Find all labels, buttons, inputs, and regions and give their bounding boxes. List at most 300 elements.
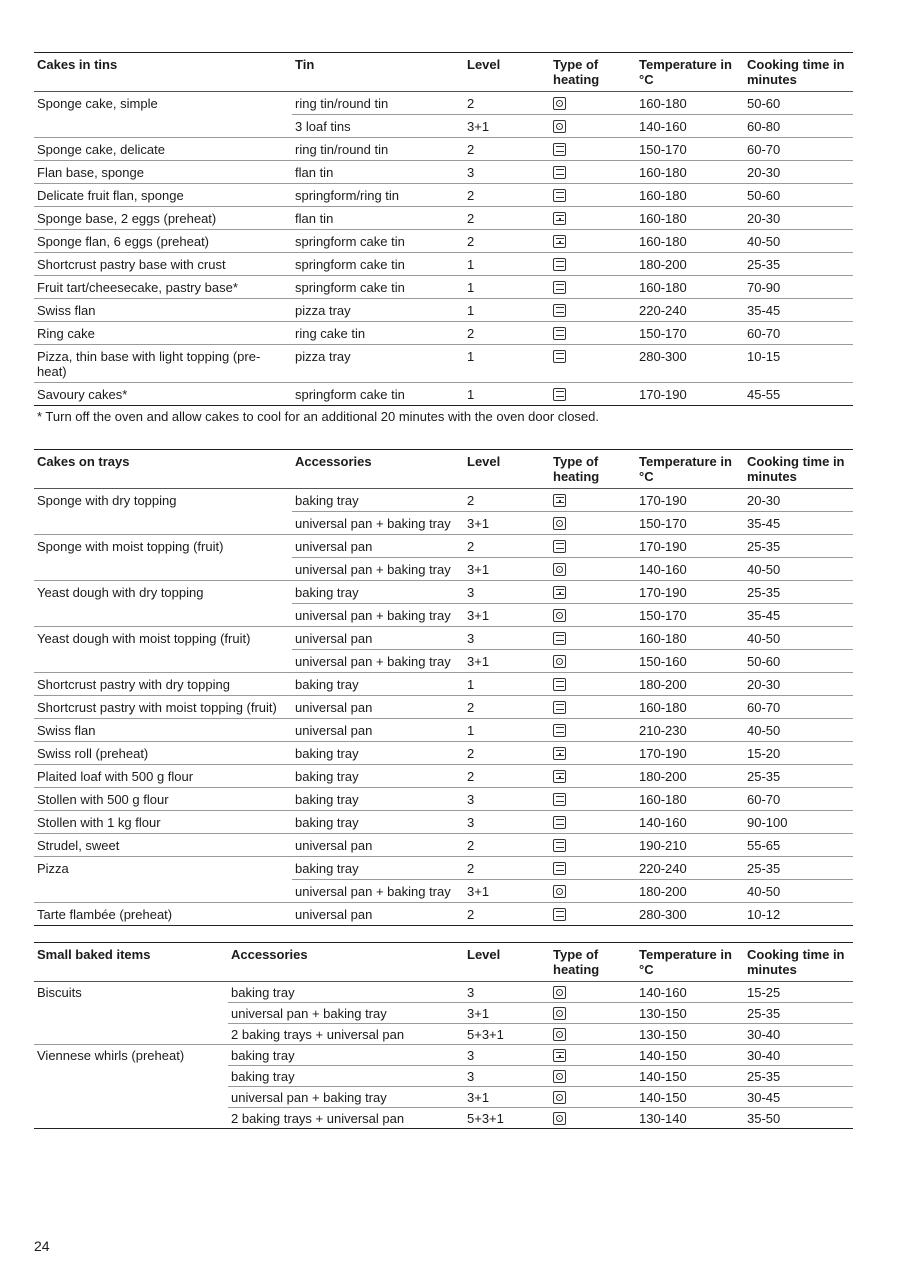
row-tin-cell: universal pan + baking tray [292, 512, 464, 535]
row-time-cell: 15-25 [747, 985, 781, 1000]
row-tin-cell: springform cake tin [292, 383, 464, 406]
row-heating-cell [550, 1045, 636, 1066]
table-body [34, 982, 853, 1129]
row-time-cell: 40-50 [744, 627, 853, 650]
cakes-in-tins-table [34, 52, 853, 406]
row-name-cell: Yeast dough with moist topping (fruit) [34, 627, 292, 650]
row-tin-cell: 3 loaf tins [292, 115, 464, 138]
row-tin-cell: baking tray [292, 788, 464, 811]
row-tin-cell: baking tray [292, 811, 464, 834]
row-tin-cell: baking tray [228, 1045, 464, 1066]
table-row [34, 1087, 853, 1108]
top-bottom-heating-icon [553, 258, 566, 271]
row-heating-cell [550, 535, 636, 558]
table-row [34, 880, 853, 903]
row-tin-cell: universal pan + baking tray [228, 1003, 464, 1024]
row-level-cell: 3+1 [464, 1087, 550, 1108]
table-row [34, 719, 853, 742]
row-name-cell [34, 1024, 228, 1045]
row-temperature-cell: 140-150 [636, 1045, 744, 1066]
row-name-cell: Ring cake [34, 322, 292, 345]
row-heating-cell [550, 880, 636, 903]
row-temperature-cell: 160-180 [636, 788, 744, 811]
table-row [34, 383, 853, 406]
row-heating-cell [550, 115, 636, 138]
row-tin-cell: springform cake tin [292, 276, 464, 299]
row-level-cell: 3+1 [464, 650, 550, 673]
row-temperature-cell: 150-160 [636, 650, 744, 673]
table-row [34, 650, 853, 673]
table-row [34, 982, 853, 1003]
table-row [34, 1003, 853, 1024]
row-temperature-cell: 160-180 [639, 96, 687, 111]
row-temperature-cell: 220-240 [636, 857, 744, 880]
row-heating-cell [550, 650, 636, 673]
row-name-cell: Sponge with moist topping (fruit) [34, 535, 292, 558]
col-header-name: Cakes on trays [34, 450, 292, 489]
row-level-cell: 3 [467, 985, 475, 1000]
row-time-cell: 60-80 [744, 115, 853, 138]
hot-air-3d-icon [553, 1112, 566, 1125]
hot-air-gentle-icon [553, 1049, 566, 1062]
row-heating-cell [550, 345, 636, 383]
row-heating-cell [550, 834, 636, 857]
col-header-temperature: Temperature in °C [636, 943, 744, 982]
top-bottom-heating-icon [553, 862, 566, 875]
row-name-cell: Pizza [34, 857, 292, 880]
table-row [34, 489, 853, 512]
row-time-cell: 50-60 [744, 650, 853, 673]
row-heating-cell [550, 299, 636, 322]
row-level-cell: 3+1 [464, 115, 550, 138]
table-row [34, 765, 853, 788]
row-level-cell: 3 [464, 627, 550, 650]
table-row [34, 834, 853, 857]
row-name-cell: Delicate fruit flan, sponge [34, 184, 292, 207]
row-heating-cell [550, 161, 636, 184]
row-tin-cell: flan tin [292, 207, 464, 230]
row-heating-cell [550, 604, 636, 627]
hot-air-3d-icon [553, 120, 566, 133]
row-time-cell: 40-50 [744, 558, 853, 581]
hot-air-3d-icon [553, 517, 566, 530]
row-level-cell: 2 [464, 857, 550, 880]
row-tin-cell: universal pan + baking tray [292, 604, 464, 627]
row-time-cell: 50-60 [747, 96, 781, 111]
row-temperature-cell: 150-170 [636, 138, 744, 161]
row-name-cell: Swiss flan [34, 719, 292, 742]
row-name-cell: Shortcrust pastry with moist topping (fruit) [34, 696, 292, 719]
row-time-cell: 60-70 [744, 138, 853, 161]
row-name-cell: Shortcrust pastry with dry topping [34, 673, 292, 696]
row-heating-cell [550, 982, 636, 1003]
row-temperature-cell: 160-180 [636, 207, 744, 230]
row-temperature-cell: 170-190 [636, 383, 744, 406]
row-name-cell: Sponge with dry topping [37, 493, 177, 508]
table-header-row [34, 53, 853, 92]
row-tin-cell: baking tray [231, 985, 295, 1000]
top-bottom-heating-icon [553, 908, 566, 921]
row-name-cell: Fruit tart/cheesecake, pastry base* [34, 276, 292, 299]
row-temperature-cell: 180-200 [636, 765, 744, 788]
col-header-heating: Type of heating [550, 943, 636, 982]
row-heating-cell [550, 512, 636, 535]
row-tin-cell: ring cake tin [292, 322, 464, 345]
row-time-cell: 20-30 [744, 161, 853, 184]
row-name-cell: Stollen with 1 kg flour [34, 811, 292, 834]
table-row [34, 604, 853, 627]
row-time-cell: 40-50 [744, 880, 853, 903]
hot-air-3d-icon [553, 97, 566, 110]
row-temperature-cell: 150-170 [636, 512, 744, 535]
row-time-cell: 50-60 [744, 184, 853, 207]
row-name-cell: Savoury cakes* [34, 383, 292, 406]
col-header-heating: Type of heating [550, 53, 636, 92]
row-level-cell: 3 [464, 1045, 550, 1066]
table-row [34, 1024, 853, 1045]
row-level-cell: 3+1 [464, 558, 550, 581]
col-header-level: Level [464, 450, 550, 489]
row-heating-cell [550, 627, 636, 650]
top-bottom-heating-icon [553, 304, 566, 317]
table-row [34, 92, 853, 115]
table-row [34, 1045, 853, 1066]
small-baked-items-table [34, 942, 853, 1129]
row-temperature-cell: 180-200 [636, 880, 744, 903]
table-row [34, 788, 853, 811]
row-time-cell: 35-45 [744, 604, 853, 627]
row-name-cell: Yeast dough with dry topping [34, 581, 292, 604]
row-heating-cell [550, 742, 636, 765]
row-temperature-cell: 180-200 [636, 673, 744, 696]
row-time-cell: 20-30 [744, 207, 853, 230]
row-tin-cell: universal pan [292, 535, 464, 558]
row-time-cell: 10-12 [744, 903, 853, 926]
hot-air-3d-icon [553, 1070, 566, 1083]
row-heating-cell [550, 184, 636, 207]
row-level-cell: 2 [464, 230, 550, 253]
row-name-cell: Strudel, sweet [34, 834, 292, 857]
row-tin-cell: 2 baking trays + universal pan [228, 1108, 464, 1129]
row-tin-cell: universal pan [292, 719, 464, 742]
table-row [34, 138, 853, 161]
row-level-cell: 1 [464, 673, 550, 696]
table-row [34, 627, 853, 650]
hot-air-3d-icon [553, 1028, 566, 1041]
row-tin-cell: universal pan [292, 834, 464, 857]
row-heating-cell [550, 92, 636, 115]
row-heating-cell [550, 276, 636, 299]
row-time-cell: 25-35 [744, 253, 853, 276]
table-row [34, 535, 853, 558]
hot-air-gentle-icon [553, 235, 566, 248]
row-name-cell [34, 558, 292, 581]
row-level-cell: 5+3+1 [464, 1108, 550, 1129]
row-tin-cell: springform cake tin [292, 230, 464, 253]
row-name-cell: Sponge cake, delicate [34, 138, 292, 161]
row-time-cell: 20-30 [744, 673, 853, 696]
table-header-row [34, 450, 853, 489]
row-heating-cell [550, 581, 636, 604]
row-tin-cell: flan tin [292, 161, 464, 184]
cakes-on-trays-table [34, 449, 853, 926]
row-temperature-cell: 140-160 [636, 115, 744, 138]
table-body [34, 92, 853, 406]
row-level-cell: 2 [467, 493, 475, 508]
row-level-cell: 3+1 [464, 1003, 550, 1024]
row-temperature-cell: 130-150 [636, 1024, 744, 1045]
row-heating-cell [550, 558, 636, 581]
row-level-cell: 2 [464, 138, 550, 161]
row-tin-cell: pizza tray [292, 299, 464, 322]
row-time-cell: 40-50 [744, 230, 853, 253]
row-name-cell: Stollen with 500 g flour [34, 788, 292, 811]
table-row [34, 322, 853, 345]
row-level-cell: 3 [464, 581, 550, 604]
hot-air-gentle-icon [553, 212, 566, 225]
row-temperature-cell: 220-240 [636, 299, 744, 322]
col-header-time: Cooking time in minutes [744, 450, 853, 489]
row-temperature-cell: 140-150 [636, 1066, 744, 1087]
row-time-cell: 15-20 [744, 742, 853, 765]
row-temperature-cell: 280-300 [636, 345, 744, 383]
row-heating-cell [550, 903, 636, 926]
row-temperature-cell: 170-190 [636, 535, 744, 558]
row-tin-cell: universal pan + baking tray [228, 1087, 464, 1108]
row-temperature-cell: 160-180 [636, 230, 744, 253]
row-tin-cell: baking tray [292, 765, 464, 788]
table-row [34, 512, 853, 535]
table-row [34, 345, 853, 383]
row-temperature-cell: 160-180 [636, 161, 744, 184]
row-time-cell: 90-100 [744, 811, 853, 834]
row-level-cell: 2 [464, 184, 550, 207]
top-bottom-heating-icon [553, 540, 566, 553]
col-header-time: Cooking time in minutes [744, 53, 853, 92]
row-time-cell: 25-35 [744, 857, 853, 880]
row-level-cell: 1 [464, 276, 550, 299]
table-row [34, 857, 853, 880]
row-name-cell: Sponge flan, 6 eggs (preheat) [34, 230, 292, 253]
row-temperature-cell: 150-170 [636, 604, 744, 627]
row-name-cell [34, 1003, 228, 1024]
row-level-cell: 2 [464, 765, 550, 788]
row-time-cell: 60-70 [744, 322, 853, 345]
row-temperature-cell: 160-180 [636, 627, 744, 650]
row-name-cell [34, 512, 292, 535]
top-bottom-heating-icon [553, 632, 566, 645]
table-row [34, 811, 853, 834]
col-header-level: Level [464, 943, 550, 982]
row-tin-cell: 2 baking trays + universal pan [228, 1024, 464, 1045]
row-heating-cell [550, 1024, 636, 1045]
hot-air-3d-icon [553, 1091, 566, 1104]
row-heating-cell [550, 138, 636, 161]
row-level-cell: 3 [464, 161, 550, 184]
hot-air-3d-icon [553, 609, 566, 622]
row-tin-cell: baking tray [292, 742, 464, 765]
row-name-cell: Swiss roll (preheat) [34, 742, 292, 765]
top-bottom-heating-icon [553, 724, 566, 737]
row-tin-cell: springform cake tin [292, 253, 464, 276]
row-heating-cell [550, 811, 636, 834]
row-time-cell: 45-55 [744, 383, 853, 406]
row-level-cell: 3+1 [464, 880, 550, 903]
row-time-cell: 20-30 [747, 493, 781, 508]
row-level-cell: 2 [464, 535, 550, 558]
row-heating-cell [550, 857, 636, 880]
row-time-cell: 40-50 [744, 719, 853, 742]
top-bottom-heating-icon [553, 839, 566, 852]
top-bottom-heating-icon [553, 793, 566, 806]
row-time-cell: 70-90 [744, 276, 853, 299]
row-tin-cell: ring tin/round tin [295, 96, 389, 111]
hot-air-gentle-icon [553, 770, 566, 783]
col-header-heating: Type of heating [550, 450, 636, 489]
row-name-cell: Plaited loaf with 500 g flour [34, 765, 292, 788]
table-row [34, 581, 853, 604]
row-level-cell: 2 [464, 322, 550, 345]
row-name-cell: Pizza, thin base with light topping (pre-heat) [34, 345, 292, 383]
table-row [34, 253, 853, 276]
hot-air-gentle-icon [553, 586, 566, 599]
row-temperature-cell: 160-180 [636, 696, 744, 719]
row-tin-cell: pizza tray [292, 345, 464, 383]
table-row [34, 230, 853, 253]
col-header-tin: Tin [292, 53, 464, 92]
hot-air-3d-icon [553, 655, 566, 668]
row-tin-cell: universal pan + baking tray [292, 880, 464, 903]
table-row [34, 161, 853, 184]
row-time-cell: 30-40 [744, 1024, 853, 1045]
top-bottom-heating-icon [553, 388, 566, 401]
row-heating-cell [550, 1003, 636, 1024]
row-level-cell: 3+1 [464, 604, 550, 627]
page-number: 24 [34, 1238, 50, 1254]
row-tin-cell: universal pan + baking tray [292, 650, 464, 673]
hot-air-gentle-icon [553, 494, 566, 507]
row-time-cell: 30-40 [744, 1045, 853, 1066]
row-name-cell [34, 650, 292, 673]
row-heating-cell [550, 673, 636, 696]
row-level-cell: 2 [464, 903, 550, 926]
row-time-cell: 60-70 [744, 788, 853, 811]
table-row [34, 184, 853, 207]
row-level-cell: 2 [464, 696, 550, 719]
row-level-cell: 2 [467, 96, 475, 111]
row-heating-cell [550, 322, 636, 345]
top-bottom-heating-icon [553, 816, 566, 829]
row-heating-cell [550, 207, 636, 230]
row-time-cell: 30-45 [744, 1087, 853, 1108]
row-tin-cell: baking tray [295, 493, 359, 508]
row-tin-cell: baking tray [228, 1066, 464, 1087]
row-tin-cell: universal pan + baking tray [292, 558, 464, 581]
top-bottom-heating-icon [553, 143, 566, 156]
row-heating-cell [550, 1087, 636, 1108]
table-row [34, 1066, 853, 1087]
col-header-name: Cakes in tins [34, 53, 292, 92]
row-temperature-cell: 140-160 [636, 558, 744, 581]
table-row [34, 742, 853, 765]
hot-air-gentle-icon [553, 747, 566, 760]
row-heating-cell [550, 230, 636, 253]
table-row [34, 558, 853, 581]
row-temperature-cell: 130-140 [636, 1108, 744, 1129]
row-heating-cell [550, 696, 636, 719]
row-time-cell: 35-50 [744, 1108, 853, 1129]
row-name-cell: Tarte flambée (preheat) [34, 903, 292, 926]
row-heating-cell [550, 489, 636, 512]
row-time-cell: 25-35 [744, 535, 853, 558]
row-heating-cell [550, 719, 636, 742]
top-bottom-heating-icon [553, 327, 566, 340]
row-temperature-cell: 140-160 [636, 811, 744, 834]
row-tin-cell: universal pan [292, 903, 464, 926]
page-content [34, 52, 853, 1129]
row-temperature-cell: 140-150 [636, 1087, 744, 1108]
row-tin-cell: springform/ring tin [292, 184, 464, 207]
row-time-cell: 25-35 [744, 1003, 853, 1024]
row-name-cell: Biscuits [37, 985, 82, 1000]
top-bottom-heating-icon [553, 678, 566, 691]
row-temperature-cell: 170-190 [639, 493, 687, 508]
hot-air-3d-icon [553, 563, 566, 576]
row-time-cell: 35-45 [744, 299, 853, 322]
row-heating-cell [550, 1066, 636, 1087]
top-bottom-heating-icon [553, 701, 566, 714]
hot-air-3d-icon [553, 885, 566, 898]
col-header-level: Level [464, 53, 550, 92]
table-row [34, 1108, 853, 1129]
table-row [34, 207, 853, 230]
row-name-cell: Sponge cake, simple [37, 96, 158, 111]
row-heating-cell [550, 383, 636, 406]
row-tin-cell: baking tray [292, 581, 464, 604]
row-time-cell: 10-15 [744, 345, 853, 383]
table-row [34, 115, 853, 138]
row-temperature-cell: 280-300 [636, 903, 744, 926]
row-name-cell [34, 1108, 228, 1129]
row-name-cell [34, 115, 292, 138]
row-name-cell [34, 1066, 228, 1087]
row-level-cell: 3 [464, 811, 550, 834]
row-time-cell: 25-35 [744, 1066, 853, 1087]
col-header-time: Cooking time in minutes [744, 943, 853, 982]
row-time-cell: 60-70 [744, 696, 853, 719]
row-level-cell: 2 [464, 207, 550, 230]
row-level-cell: 1 [464, 719, 550, 742]
row-temperature-cell: 160-180 [636, 184, 744, 207]
col-header-accessories: Accessories [292, 450, 464, 489]
row-name-cell: Flan base, sponge [34, 161, 292, 184]
row-tin-cell: universal pan [292, 627, 464, 650]
row-temperature-cell: 160-180 [636, 276, 744, 299]
row-level-cell: 1 [464, 383, 550, 406]
hot-air-3d-icon [553, 1007, 566, 1020]
row-level-cell: 3+1 [464, 512, 550, 535]
row-name-cell: Shortcrust pastry base with crust [34, 253, 292, 276]
top-bottom-heating-icon [553, 281, 566, 294]
row-temperature-cell: 170-190 [636, 742, 744, 765]
table-row [34, 276, 853, 299]
table-row [34, 673, 853, 696]
row-name-cell: Sponge base, 2 eggs (preheat) [34, 207, 292, 230]
row-temperature-cell: 130-150 [636, 1003, 744, 1024]
row-temperature-cell: 210-230 [636, 719, 744, 742]
row-time-cell: 35-45 [744, 512, 853, 535]
row-heating-cell [550, 253, 636, 276]
